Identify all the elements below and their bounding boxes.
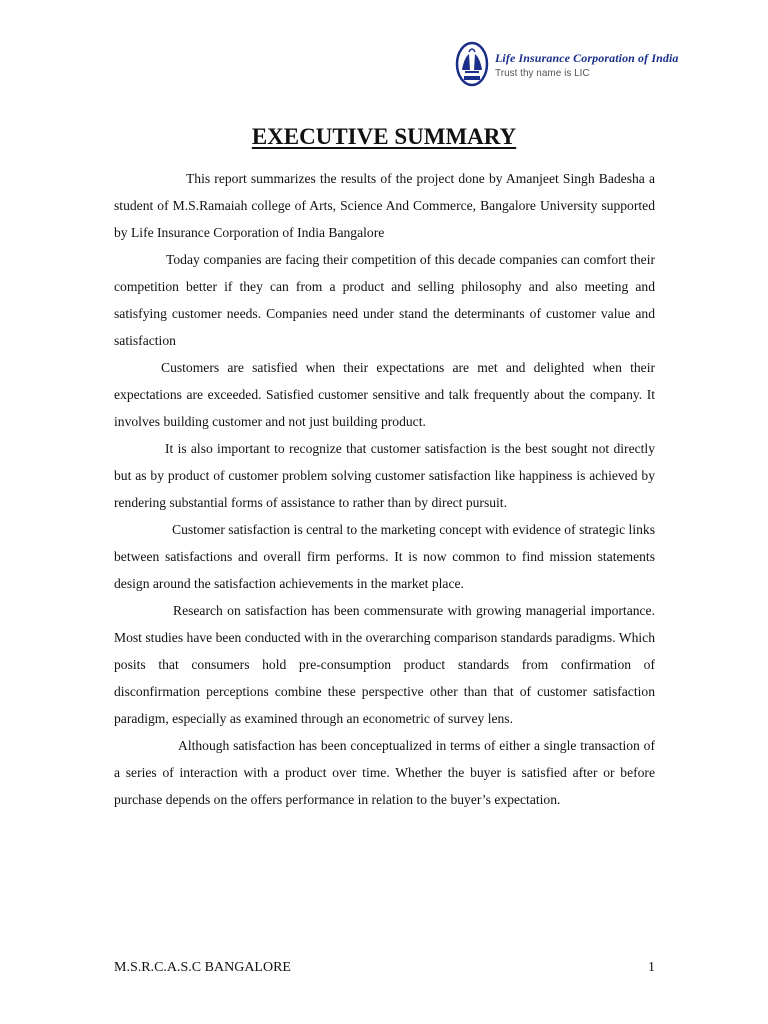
page-number: 1: [648, 960, 655, 975]
paragraph-4: It is also important to recognize that customer satisfaction is the best sought not directly but as by product of customer problem solving customer satisfaction like happiness is achieved by rendering substantial forms of assistance to rather than by direct pursuit.: [114, 441, 655, 510]
paragraph-2: Today companies are facing their competition of this decade companies can comfort their competition better if they can from a product and selling philosophy and also meeting and satisfying customer needs. Companies need under stand the determinants of customer value and satisfaction: [114, 252, 655, 348]
page-title: EXECUTIVE SUMMARY: [251, 124, 517, 149]
paragraph-7: Although satisfaction has been conceptualized in terms of either a single transaction of a series of interaction with a product over time. Whether the buyer is satisfied after or before purchase depends on the offers performance in relation to the buyer’s expectation.: [114, 738, 655, 807]
organization-tagline: Trust thy name is LIC: [495, 68, 590, 79]
paragraph-5: Customer satisfaction is central to the marketing concept with evidence of strategic links between satisfactions and overall firm performs. It is now common to find mission statements design around the satisfaction achievements in the market place.: [114, 522, 655, 591]
paragraph-3: Customers are satisfied when their expectations are met and delighted when their expectations are exceeded. Satisfied customer sensitive and talk frequently about the company. It involves building customer and not just building product.: [114, 360, 655, 429]
organization-name: Life Insurance Corporation of India: [495, 51, 679, 65]
document-body: [114, 165, 655, 813]
footer-institution: M.S.R.C.A.S.C BANGALORE: [114, 960, 291, 975]
paragraph-6: Research on satisfaction has been commensurate with growing managerial importance. Most studies have been conducted with in the overarching comparison standards paradigms. Which posits that consumers hold pre-consumption product standards from confirmation of disconfirmation perceptions combine these perspective other than that of customer satisfaction paradigm, especially as examined through an econometric of survey lens.: [114, 603, 655, 726]
lic-emblem-icon: [455, 40, 489, 90]
lic-logo: [455, 40, 679, 90]
paragraph-1: This report summarizes the results of the project done by Amanjeet Singh Badesha a student of M.S.Ramaiah college of Arts, Science And Commerce, Bangalore University supported by Life Insurance Corporation of India Bangalore: [114, 171, 655, 240]
